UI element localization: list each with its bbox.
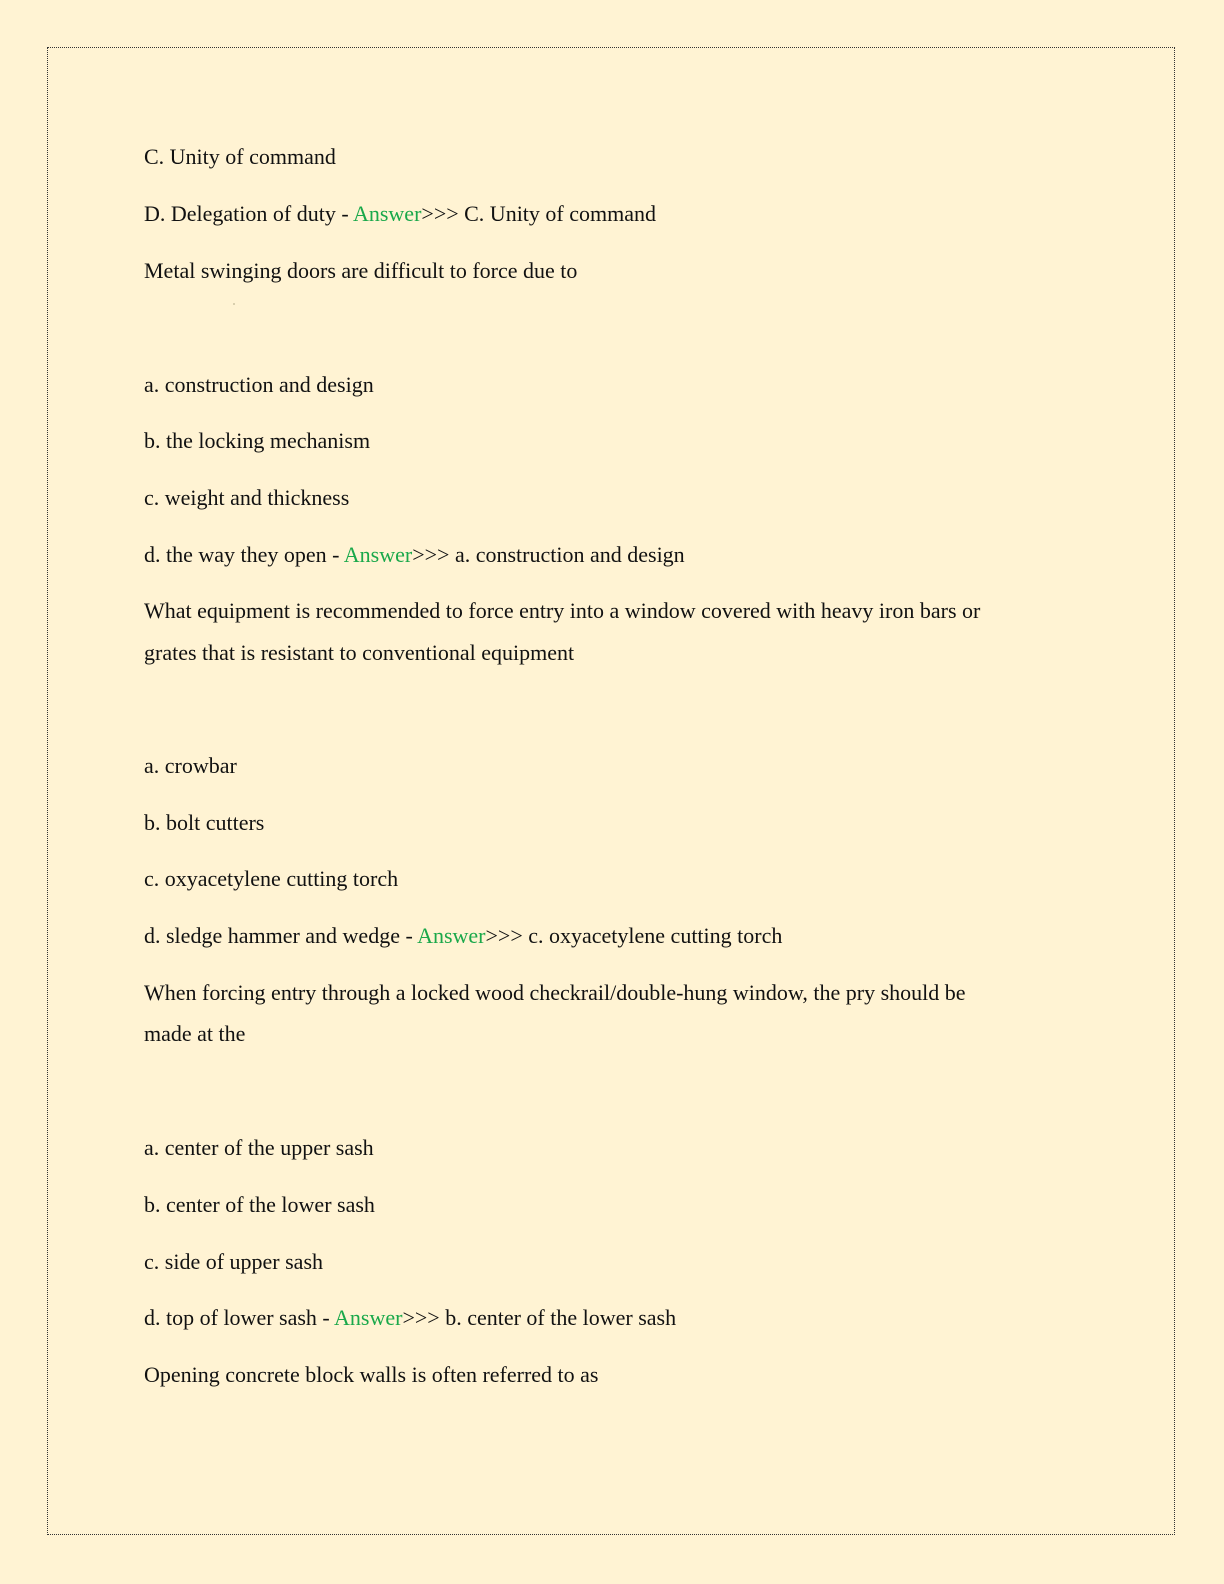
answer-text: >>> b. center of the lower sash (402, 1305, 677, 1330)
option-d-with-answer (144, 915, 782, 957)
answer-label: Answer (334, 1305, 403, 1330)
page-speck (233, 303, 235, 305)
answer-text: >>> C. Unity of command (421, 201, 656, 226)
option-d-with-answer (144, 534, 685, 576)
question-concrete-block-walls: Opening concrete block walls is often referred to as (144, 1362, 599, 1387)
option-a: a. center of the upper sash (144, 1135, 374, 1160)
question-window-equipment-line2: grates that is resistant to conventional equipment (144, 640, 575, 665)
option-a: a. crowbar (144, 753, 237, 778)
option-b: b. the locking mechanism (144, 428, 371, 453)
answer-text: >>> a. construction and design (412, 542, 685, 567)
option-a: a. construction and design (144, 372, 374, 397)
option-c: c. side of upper sash (144, 1249, 324, 1274)
option-b: b. bolt cutters (144, 810, 265, 835)
option-d-with-answer (144, 1297, 676, 1339)
option-b: b. center of the lower sash (144, 1192, 375, 1217)
option-text: D. Delegation of duty - (144, 201, 353, 226)
answer-text: >>> c. oxyacetylene cutting torch (485, 923, 783, 948)
question-checkrail-window-line1: When forcing entry through a locked wood checkrail/double-hung window, the pry should be (144, 980, 966, 1005)
option-text: d. sledge hammer and wedge - (144, 923, 418, 948)
option-c: c. oxyacetylene cutting torch (144, 866, 399, 891)
answer-label: Answer (417, 923, 486, 948)
answer-label: Answer (343, 542, 413, 567)
option-c: c. weight and thickness (144, 485, 350, 510)
option-text: d. the way they open - (144, 542, 344, 567)
option-text: d. top of lower sash - (144, 1305, 335, 1330)
option-d-delegation-with-answer (144, 193, 656, 235)
answer-label: Answer (352, 201, 422, 226)
question-window-equipment-line1: What equipment is recommended to force entry into a window covered with heavy iron bars or (144, 598, 981, 623)
option-c-unity-of-command: C. Unity of command (144, 144, 336, 169)
question-checkrail-window-line2: made at the (144, 1021, 246, 1046)
question-metal-swinging-doors: Metal swinging doors are difficult to force due to (144, 258, 578, 283)
